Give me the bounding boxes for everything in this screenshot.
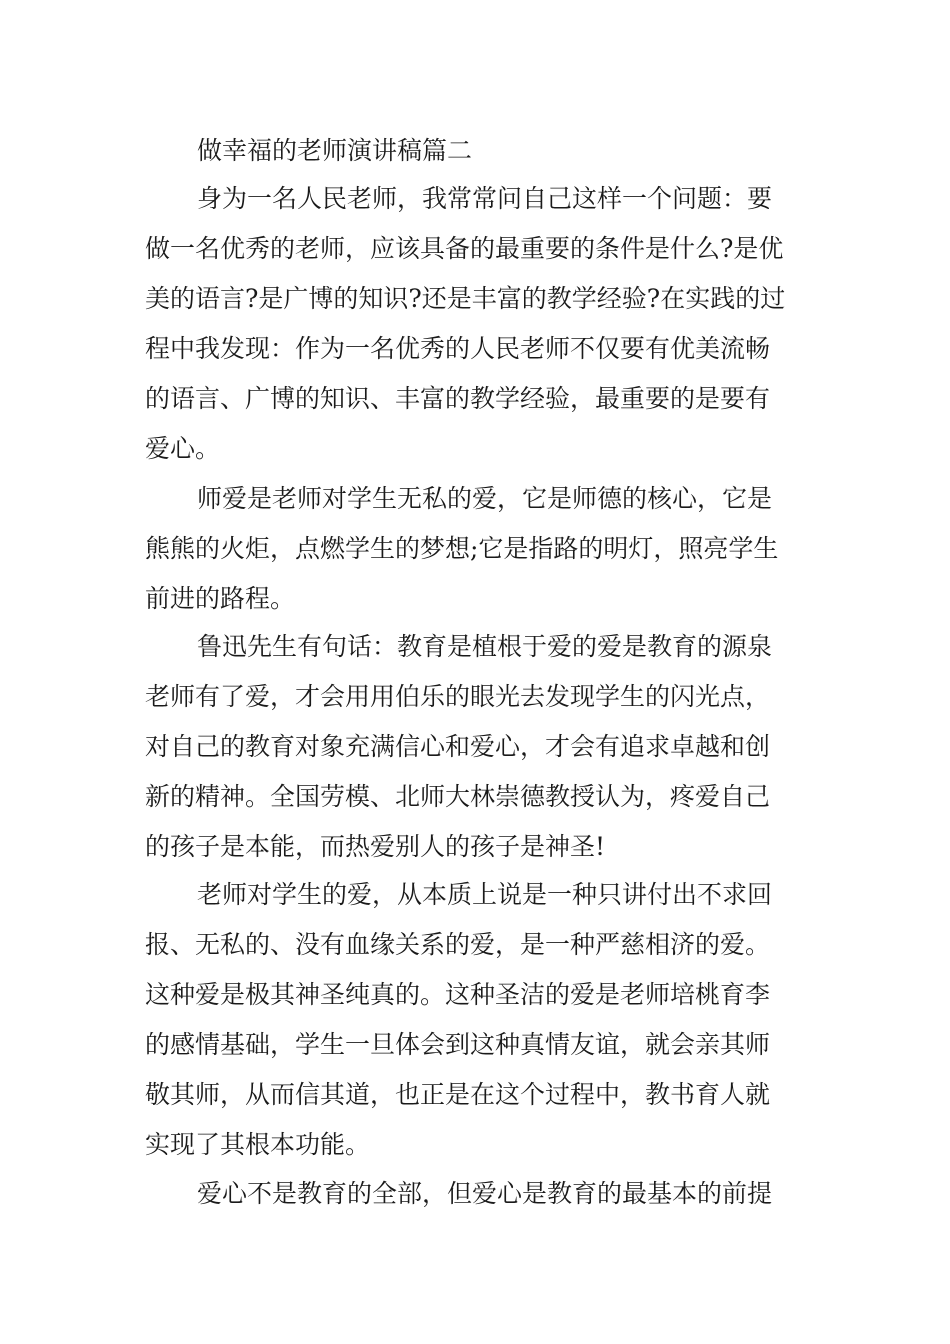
paragraph-5-line-1: 爱心不是教育的全部，但爱心是教育的最基本的前提 [197, 1179, 773, 1208]
document-title: 做幸福的老师演讲稿篇二 [197, 136, 473, 165]
paragraph-2-line-2: 熊熊的火炬，点燃学生的梦想;它是指路的明灯，照亮学生 [145, 534, 779, 563]
paragraph-3-line-3: 对自己的教育对象充满信心和爱心，才会有追求卓越和创 [145, 732, 771, 761]
paragraph-1-line-1: 身为一名人民老师，我常常问自己这样一个问题：要 [197, 184, 773, 213]
paragraph-2-line-3: 前进的路程。 [145, 584, 296, 613]
paragraph-4-line-4: 的感情基础，学生一旦体会到这种真情友谊，就会亲其师 [145, 1030, 771, 1059]
paragraph-1-line-2: 做一名优秀的老师，应该具备的最重要的条件是什么?是优 [145, 234, 784, 263]
paragraph-4-line-3: 这种爱是极其神圣纯真的。这种圣洁的爱是老师培桃育李 [145, 980, 771, 1009]
paragraph-1-line-4: 程中我发现：作为一名优秀的人民老师不仅要有优美流畅 [145, 334, 771, 363]
paragraph-3-line-5: 的孩子是本能，而热爱别人的孩子是神圣! [145, 832, 606, 861]
paragraph-3-line-2: 老师有了爱，才会用用伯乐的眼光去发现学生的闪光点， [145, 682, 771, 711]
paragraph-1-line-3: 美的语言?是广博的知识?还是丰富的教学经验?在实践的过 [145, 284, 786, 313]
paragraph-4-line-1: 老师对学生的爱，从本质上说是一种只讲付出不求回 [197, 880, 773, 909]
paragraph-2-line-1: 师爱是老师对学生无私的爱，它是师德的核心，它是 [197, 484, 773, 513]
paragraph-4-line-5: 敬其师，从而信其道，也正是在这个过程中，教书育人就 [145, 1080, 771, 1109]
paragraph-3-line-1: 鲁迅先生有句话：教育是植根于爱的爱是教育的源泉 [197, 632, 773, 661]
paragraph-4-line-2: 报、无私的、没有血缘关系的爱，是一种严慈相济的爱。 [145, 930, 771, 959]
paragraph-1-line-5: 的语言、广博的知识、丰富的教学经验，最重要的是要有 [145, 384, 771, 413]
paragraph-4-line-6: 实现了其根本功能。 [145, 1130, 371, 1159]
paragraph-1-line-6: 爱心。 [145, 434, 221, 463]
paragraph-3-line-4: 新的精神。全国劳模、北师大林崇德教授认为，疼爱自己 [145, 782, 771, 811]
